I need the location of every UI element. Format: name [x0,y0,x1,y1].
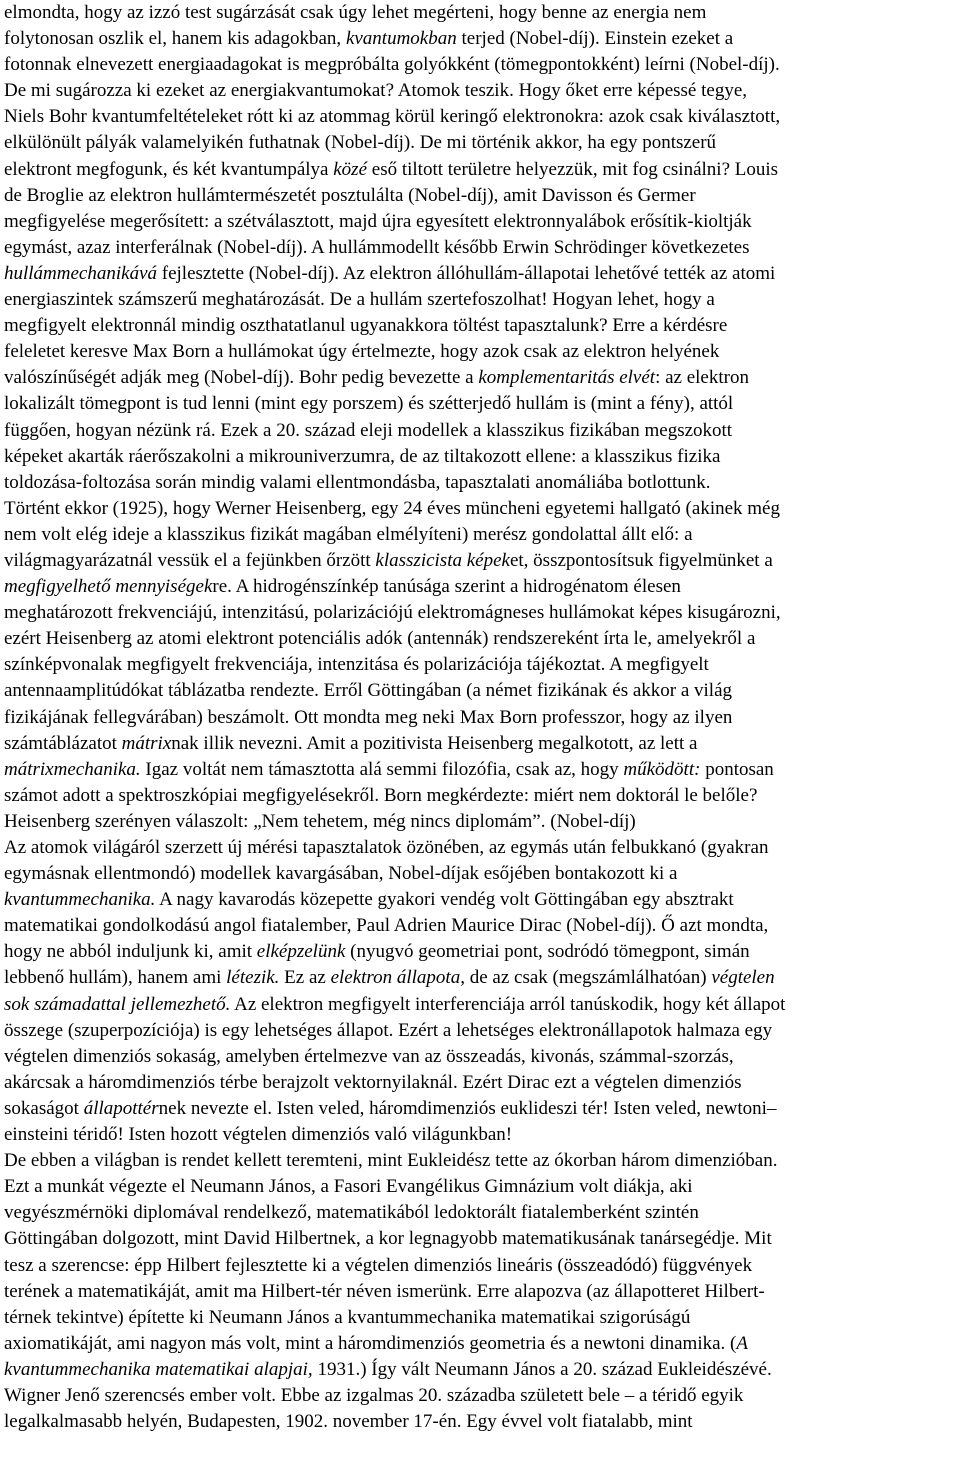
text-run: eső tiltott területre helyezzük, mit fog csinálni? Louis [367,158,779,180]
text-run: (nyugvó geometriai pont, sodródó tömegpont, simán [345,941,750,963]
text-run: nek nevezte el. Isten veled, háromdimenziós euklideszi tér! Isten veled, newtoni– [158,1097,777,1119]
text-line [4,130,956,156]
text-line [4,0,956,26]
text-run: axiomatikáját, ami nagyon más volt, mint a háromdimenziós geometria és a newtoni dinamika. ( [4,1332,737,1354]
text-line [4,731,956,757]
text-run: akárcsak a háromdimenziós térbe berajzolt vektornyilaknál. Ezért Dirac ezt a végtelen dimenziós [4,1071,742,1093]
text-line [4,183,956,209]
text-run: számot adott a spektroszkópiai megfigyelésekről. Born megkérdezte: miért nem doktorál le belőle? [4,784,758,806]
text-run: toldozása-foltozása során mindig valami ellentmondásba, tapasztalati anomáliába botlottunk. [4,471,711,493]
text-run: képeket akarták ráerőszakolni a mikrouniverzumra, de az tiltakozott ellene: a klasszikus fizika [4,445,721,467]
text-run: feleletet keresve Max Born a hullámokat úgy értelmezte, hogy azok csak az elektron helyének [4,341,720,363]
text-run: folytonosan oszlik el, hanem kis adagokban, [4,28,346,50]
italic-text: végtelen [711,967,775,989]
text-line [4,365,956,391]
text-line [4,678,956,704]
italic-text: kvantumokban [345,28,457,50]
text-line [4,104,956,130]
text-run: Heisenberg szerényen válaszolt: „Nem tehetem, még nincs diplomám”. (Nobel-díj) [4,810,636,832]
italic-text: működött: [623,758,701,780]
text-line [4,1279,956,1305]
text-line [4,600,956,626]
text-line [4,783,956,809]
text-run: de Broglie az elektron hullámtermészetét posztulálta (Nobel-díj), amit Davisson és Germer [4,184,696,206]
italic-text: hullámmechanikává [4,262,158,284]
italic-text: létezik. [226,967,280,989]
text-line [4,992,956,1018]
text-run: meghatározott frekvenciájú, intenzitású, polarizációjú elektromágneses hullámokat képes kisugározni, [4,602,781,624]
text-run: A nagy kavarodás közepette gyakori vendég volt Göttingában egy absztrakt [155,889,734,911]
text-line [4,835,956,861]
text-line [4,209,956,235]
text-run: fejlesztette (Nobel-díj). Az elektron állóhullám-állapotai lehetővé tették az atomi [157,262,776,284]
text-line [4,418,956,444]
text-run: valószínűségét adják meg (Nobel-díj). Bohr pedig bevezette a [4,367,479,389]
text-line [4,313,956,339]
text-run: matematikai gondolkodású angol fiatalember, Paul Adrien Maurice Dirac (Nobel-díj). Ő azt mondta, [4,915,769,937]
text-run: De mi sugározza ki ezeket az energiakvantumokat? Atomok teszik. Hogy őket erre képessé tegye, [4,80,748,102]
text-line [4,626,956,652]
text-run: megfigyelt elektronnál mindig oszthatatlanul ugyanakkora töltést tapasztalunk? Erre a kérdésre [4,315,728,337]
text-run: elkülönült pályák valamelyikén futhatnak (Nobel-díj). De mi történik akkor, ha egy pontszerű [4,132,717,154]
italic-text: elektron állapota, [330,967,465,989]
text-run: nak illik nevezni. Amit a pozitivista Heisenberg megalkotott, az lett a [171,732,698,754]
text-line [4,887,956,913]
text-run: energiaszintek számszerű meghatározását. De a hullám szertefoszolhat! Hogyan lehet, hogy a [4,289,715,311]
text-line [4,965,956,991]
text-line [4,78,956,104]
text-line [4,1383,956,1409]
text-run: térnek tekintve) építette ki Neumann János a kvantummechanika matematikai szigorúságú [4,1306,691,1328]
text-run: egymást, azaz interferálnak (Nobel-díj). A hullámmodellt később Erwin Schrödinger következetes [4,236,750,258]
text-run: antennaamplitúdókat táblázatba rendezte. Erről Göttingában (a német fizikának és akkor a világ [4,680,733,702]
text-line [4,157,956,183]
text-line [4,470,956,496]
text-run: számtáblázatot [4,732,122,754]
text-line [4,574,956,600]
text-run: re. A hidrogénszínkép tanúsága szerint a hidrogénatom élesen [212,576,681,598]
text-run: megfigyelése megerősített: a szétválasztott, majd újra egyesített elektronnyalábok erősítik-kioltják [4,210,752,232]
text-run: hogy ne abból induljunk ki, amit [4,941,257,963]
text-line [4,52,956,78]
italic-text: megfigyelhető mennyiségek [4,576,213,598]
text-run: 1931.) Így vált Neumann János a 20. század Eukleidészévé. [312,1358,772,1380]
text-line [4,1409,956,1435]
text-line [4,1122,956,1148]
italic-text: klasszicista képek [375,549,510,571]
text-run: et, összpontosítsuk figyelmünket a [509,549,773,571]
text-run: végtelen dimenziós sokaság, amelyben értelmezve van az összeadás, kivonás, számmal-szorzás, [4,1045,734,1067]
text-line [4,548,956,574]
text-run: einsteini téridő! Isten hozott végtelen dimenziós való világunkban! [4,1124,513,1146]
text-line [4,1096,956,1122]
text-line [4,444,956,470]
text-line [4,287,956,313]
text-line [4,939,956,965]
text-line [4,235,956,261]
text-line [4,261,956,287]
text-run: vegyészmérnöki diplomával rendelkező, matematikából ledoktorált fiatalemberként szintén [4,1202,699,1224]
text-run: világmagyarázatnál vessük el a fejünkben őrzött [4,549,376,571]
text-run: lebbenő hullám), hanem ami [4,967,227,989]
text-run: sokaságot [4,1097,84,1119]
text-run: terjed (Nobel-díj). Einstein ezeket a [456,28,734,50]
text-run: lokalizált tömegpont is tud lenni (mint egy porszem) és szétterjedő hullám is (mint a fény), attól [4,393,734,415]
text-run: Az elektron megfigyelt interferenciája arról tanúskodik, hogy két állapot [230,993,786,1015]
italic-text: kvantummechanika. [4,889,156,911]
text-run: Igaz voltát nem támasztotta alá semmi filozófia, csak az, hogy [140,758,624,780]
text-line [4,391,956,417]
text-run: ezért Heisenberg az atomi elektront potenciális adók (antennák) rendszereként írta le, amelyekről a [4,628,756,650]
text-run: De ebben a világban is rendet kellett teremteni, mint Eukleidész tette az ókorban három dimenzióban. [4,1150,778,1172]
text-line [4,1148,956,1174]
text-line [4,1070,956,1096]
text-line [4,1357,956,1383]
text-run: elektront megfogunk, és két kvantumpálya [4,158,334,180]
text-run: elmondta, hogy az izzó test sugárzását csak úgy lehet megérteni, hogy benne az energia nem [4,2,707,23]
text-line [4,1174,956,1200]
italic-text: A [736,1332,748,1354]
text-line [4,26,956,52]
text-run: Göttingában dolgozott, mint David Hilbertnek, a kor legnagyobb matematikusának tanársegédje. Mit [4,1228,772,1250]
italic-text: mátrix [121,732,172,754]
text-run: pontosan [700,758,774,780]
text-run: terének a matematikáját, amit ma Hilbert-tér néven ismerünk. Erre alapozva (az állapotteret Hilbert- [4,1280,765,1302]
text-line [4,652,956,678]
italic-text: mátrixmechanika. [4,758,141,780]
text-run: Wigner Jenő szerencsés ember volt. Ebbe az izgalmas 20. századba született bele – a téridő egyik [4,1384,744,1406]
text-run: fotonnak elnevezett energiaadagokat is megpróbálta golyókként (tömegpontokként) leírni (Nobel-díj). [4,54,780,76]
text-line [4,705,956,731]
italic-text: kvantummechanika matematikai alapjai, [4,1358,313,1380]
italic-text: sok számadattal jellemezhető. [4,993,231,1015]
text-line [4,339,956,365]
text-run: függően, hogyan nézünk rá. Ezek a 20. század eleji modellek a klasszikus fizikában megszokott [4,419,733,441]
text-run: legalkalmasabb helyén, Budapesten, 1902. november 17-én. Egy évvel volt fiatalabb, mint [4,1411,693,1433]
text-run: de az csak (megszámlálhatóan) [464,967,712,989]
text-run: Ez az [279,967,331,989]
text-line [4,913,956,939]
text-line [4,757,956,783]
text-run: nem volt elég ideje a klasszikus fizikát magában elmélyíteni) merész gondolattal állt elő: a [4,523,693,545]
text-line [4,1044,956,1070]
text-run: Történt ekkor (1925), hogy Werner Heisenberg, egy 24 éves müncheni egyetemi hallgató (akinek még [4,497,780,519]
italic-text: elképzelünk [256,941,346,963]
text-line [4,861,956,887]
text-line [4,1226,956,1252]
text-run: egymásnak ellentmondó) modellek kavargásában, Nobel-díjak esőjében bontakozott ki a [4,863,678,885]
text-run: fizikájának fellegvárában) beszámolt. Ott mondta meg neki Max Born professzor, hogy az ilyen [4,706,733,728]
italic-text: állapottér [83,1097,159,1119]
text-line [4,1018,956,1044]
text-run: összege (szuperpozíciója) is egy lehetséges állapot. Ezért a lehetséges elektronállapotok halmaza egy [4,1019,773,1041]
text-run: Az atomok világáról szerzett új mérési tapasztalatok özönében, az egymás után felbukkanó (gyakran [4,837,769,858]
text-run: Niels Bohr kvantumfeltételeket rótt ki az atommag körül keringő elektronokra: azok csak kiválasztott, [4,106,781,128]
text-run: színképvonalak megfigyelt frekvenciája, intenzitása és polarizációja tájékoztat. A megfigyelt [4,654,709,676]
text-line [4,522,956,548]
text-line [4,496,956,522]
text-line [4,1305,956,1331]
body-text [4,0,956,1435]
text-run: tesz a szerencse: épp Hilbert fejlesztette ki a végtelen dimenziós lineáris (összeadódó) függvények [4,1254,753,1276]
text-line [4,1200,956,1226]
text-line [4,1331,956,1357]
text-run: Ezt a munkát végezte el Neumann János, a Fasori Evangélikus Gimnázium volt diákja, aki [4,1176,693,1198]
italic-text: közé [333,158,368,180]
italic-text: komplementaritás elvét [478,367,656,389]
text-line [4,1253,956,1279]
text-line [4,809,956,835]
text-run: : az elektron [655,367,749,389]
